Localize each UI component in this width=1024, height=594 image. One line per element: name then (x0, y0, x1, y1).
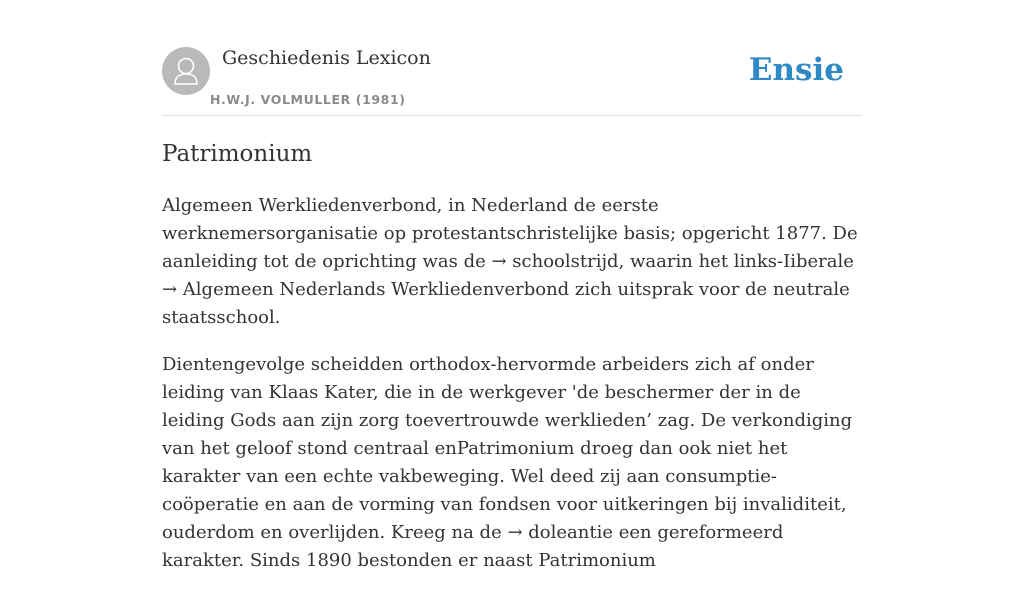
header (162, 46, 862, 116)
paragraph-1 (162, 192, 864, 332)
link-schoolstrijd[interactable]: → schoolstrijd (491, 251, 619, 272)
link-algemeen-nederlands-werkliedenverbond[interactable]: → Algemeen Nederlands Werkliedenverbond (162, 279, 570, 300)
paragraph-text: Dientengevolge scheidden orthodox-hervormde arbeiders zich af onder leiding van Klaas Kater, die in de werkgever 'de beschermer der in de leiding Gods aan zijn zorg toevertrouwde werklieden’ zag. De verkondiging van het geloof stond centraal enPatrimonium droeg dan ook niet het karakter van een echte vakbeweging. Wel deed zij aan consumptie-coöperatie en aan de vorming van fondsen voor uitkeringen bij invaliditeit, ouderdom en overlijden. Kreeg na de (162, 354, 853, 543)
paragraph-2 (162, 351, 864, 575)
paragraph-text: zich uitsprak voor de neutrale staatsschool. (162, 279, 850, 328)
entry-title: Patrimonium (162, 141, 313, 167)
book-title-link[interactable]: Geschiedenis Lexicon (222, 47, 431, 69)
person-outline-icon (162, 47, 210, 95)
ensie-logo[interactable]: Ensie (748, 52, 844, 88)
paragraph-text: , waarin het links-Iiberale (618, 251, 854, 272)
paragraph-text: Algemeen Werkliedenverbond, in Nederland de eerste werknemersorganisatie op protestantschristelijke basis; opgericht 1877. De aanleiding tot de oprichting was de (162, 195, 858, 272)
user-avatar-icon[interactable] (162, 47, 210, 95)
entry-content (162, 192, 864, 594)
link-doleantie[interactable]: → doleantie (507, 522, 613, 543)
author-credit: H.W.J. VOLMULLER (1981) (210, 92, 406, 107)
paragraph-text: een gereformeerd karakter. Sinds 1890 bestonden er naast Patrimonium (162, 522, 784, 571)
